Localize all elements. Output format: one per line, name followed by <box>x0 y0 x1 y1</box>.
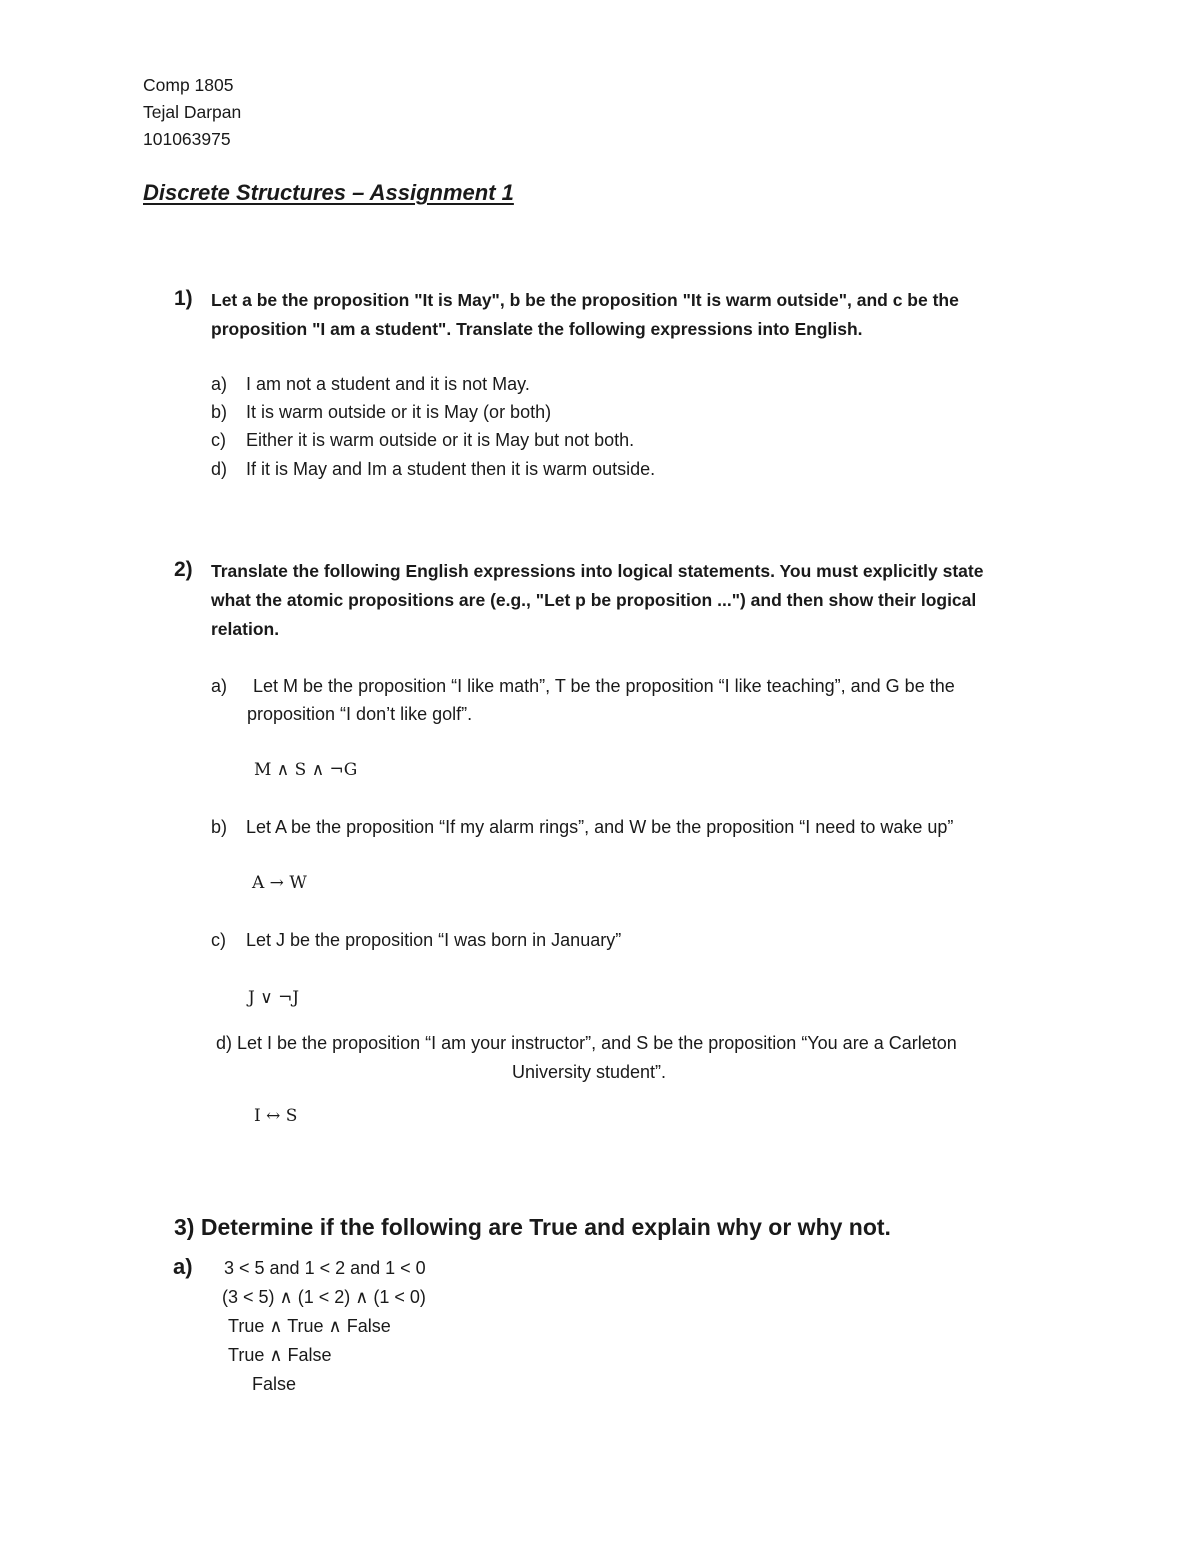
q2d-formula: I ↔ S <box>254 1106 298 1126</box>
q2a-line: proposition “I don’t like golf”. <box>247 704 473 724</box>
q3a-work-line: False <box>252 1374 297 1394</box>
q1-item-marker: b) <box>211 402 228 422</box>
q2d-line: d) Let I be the proposition “I am your instructor”, and S be the proposition “You are a Carleton <box>216 1033 957 1053</box>
q1-item-marker: a) <box>211 374 228 394</box>
question-1-prompt-line: proposition "I am a student". Translate the following expressions into English. <box>211 319 863 339</box>
q3a-work-line: True ∧ True ∧ False <box>228 1316 391 1336</box>
question-3-heading: 3) Determine if the following are True and explain why or why not. <box>174 1214 891 1240</box>
q1-item-d-answer: If it is May and Im a student then it is warm outside. <box>246 459 656 479</box>
q1-item-a-answer: I am not a student and it is not May. <box>246 374 530 394</box>
q3a-work-line: (3 < 5) ∧ (1 < 2) ∧ (1 < 0) <box>222 1287 426 1307</box>
q3a-work-line: True ∧ False <box>228 1345 332 1365</box>
q1-item-b-answer: It is warm outside or it is May (or both) <box>246 402 552 422</box>
question-2-prompt-line: Translate the following English expressions into logical statements. You must explicitly state <box>211 561 984 581</box>
question-2-prompt-line: what the atomic propositions are (e.g., "Let p be proposition ...") and then show their logical <box>211 590 977 610</box>
question-2-number: 2) <box>174 558 193 581</box>
q2b-formula: A → W <box>252 873 307 893</box>
q2a-formula: M ∧ S ∧ ¬G <box>254 760 358 780</box>
q1-item-marker: d) <box>211 459 228 479</box>
q2-item-marker: a) <box>211 676 228 696</box>
q1-item-marker: c) <box>211 430 226 450</box>
question-1-prompt-line: Let a be the proposition "It is May", b be the proposition "It is warm outside", and c be the <box>211 290 959 310</box>
q3a-work-line: 3 < 5 and 1 < 2 and 1 < 0 <box>224 1258 426 1278</box>
q2a-line: Let M be the proposition “I like math”, T be the proposition “I like teaching”, and G be the <box>253 676 955 696</box>
student-id: 101063975 <box>143 129 231 149</box>
student-name: Tejal Darpan <box>143 102 242 122</box>
q3-item-marker: a) <box>173 1254 193 1279</box>
question-1-prompt <box>211 286 1051 344</box>
document-title: Discrete Structures – Assignment 1 <box>143 180 514 205</box>
question-1-number: 1) <box>174 287 193 310</box>
q2-item-marker: c) <box>211 930 226 950</box>
q2c-formula: J ∨ ¬J <box>248 988 300 1008</box>
q2-item-marker: b) <box>211 817 228 837</box>
q2b-line: Let A be the proposition “If my alarm rings”, and W be the proposition “I need to wake up” <box>246 817 954 837</box>
q2d-line: University student”. <box>512 1062 667 1082</box>
q1-item-c-answer: Either it is warm outside or it is May but not both. <box>246 430 635 450</box>
q2c-line: Let J be the proposition “I was born in January” <box>246 930 622 950</box>
question-2-prompt <box>211 557 1051 644</box>
question-2-prompt-line: relation. <box>211 619 280 639</box>
course-code: Comp 1805 <box>143 75 234 95</box>
